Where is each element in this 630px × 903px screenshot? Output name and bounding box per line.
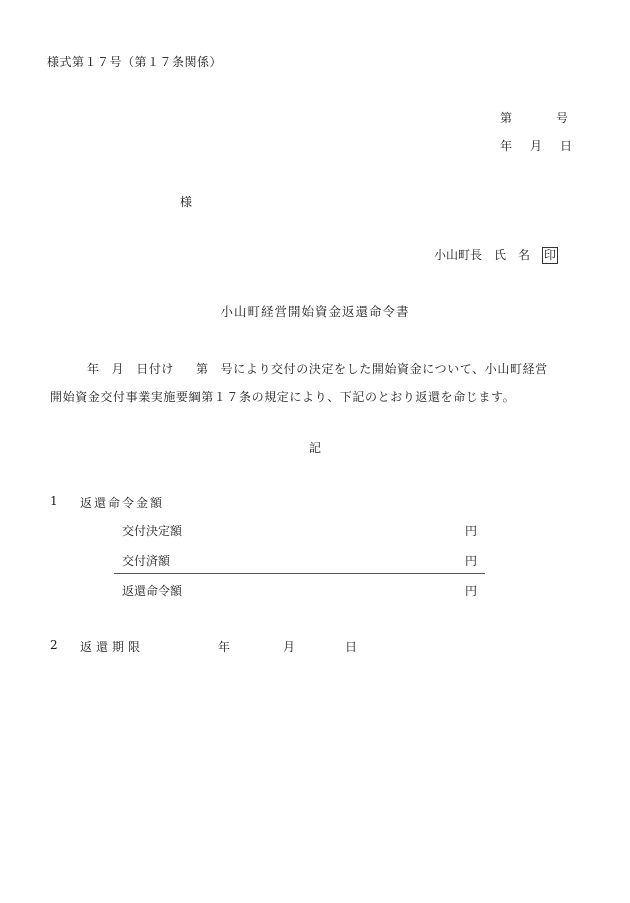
deadline-year: 年 xyxy=(218,640,231,654)
body-day: 日付け xyxy=(136,362,175,376)
issuer-title: 小山町長 xyxy=(434,248,483,262)
date-year: 年 xyxy=(500,139,513,153)
row-granted-unit: 円 xyxy=(465,554,478,568)
row-return-order-label: 返還命令額 xyxy=(122,584,183,598)
body-line1-rest: 号により交付の決定をした開始資金について、小山町経営 xyxy=(220,362,548,376)
document-date xyxy=(500,137,572,154)
document-number xyxy=(500,109,568,126)
body-year: 年 xyxy=(87,362,100,376)
doc-no-prefix: 第 xyxy=(500,111,513,125)
issuer-name-label-1: 氏 xyxy=(494,248,507,262)
row-grant-decision-label: 交付決定額 xyxy=(122,524,183,538)
date-month: 月 xyxy=(530,139,543,153)
body-line-1 xyxy=(50,355,590,383)
body-no-prefix: 第 xyxy=(196,362,209,376)
issuer xyxy=(434,246,558,264)
body-line-2: 開始資金交付事業実施要綱第１７条の規定により、下記のとおり返還を命じます。 xyxy=(50,390,516,404)
row-granted-label: 交付済額 xyxy=(122,554,171,568)
body-text xyxy=(50,355,590,411)
document-title: 小山町経営開始資金返還命令書 xyxy=(220,304,410,319)
issuer-name-label-2: 名 xyxy=(518,248,531,262)
date-day: 日 xyxy=(560,139,573,153)
addressee: 様 xyxy=(180,195,193,209)
item-1-label: 返還命令金額 xyxy=(80,496,165,510)
row-grant-decision-unit: 円 xyxy=(465,524,478,538)
doc-no-suffix: 号 xyxy=(556,111,569,125)
item-2-label: 返還期限 xyxy=(80,640,145,654)
deadline-day: 日 xyxy=(345,640,358,654)
form-number: 様式第１７号（第１７条関係） xyxy=(47,55,223,69)
body-month: 月 xyxy=(111,362,125,376)
ki-heading: 記 xyxy=(308,441,321,455)
row-return-order-unit: 円 xyxy=(465,584,478,598)
seal-box: 印 xyxy=(544,248,557,262)
deadline-month: 月 xyxy=(283,640,296,654)
item-1-number: 1 xyxy=(50,494,58,508)
item-2-number: 2 xyxy=(50,638,58,652)
subtotal-rule xyxy=(114,573,485,574)
